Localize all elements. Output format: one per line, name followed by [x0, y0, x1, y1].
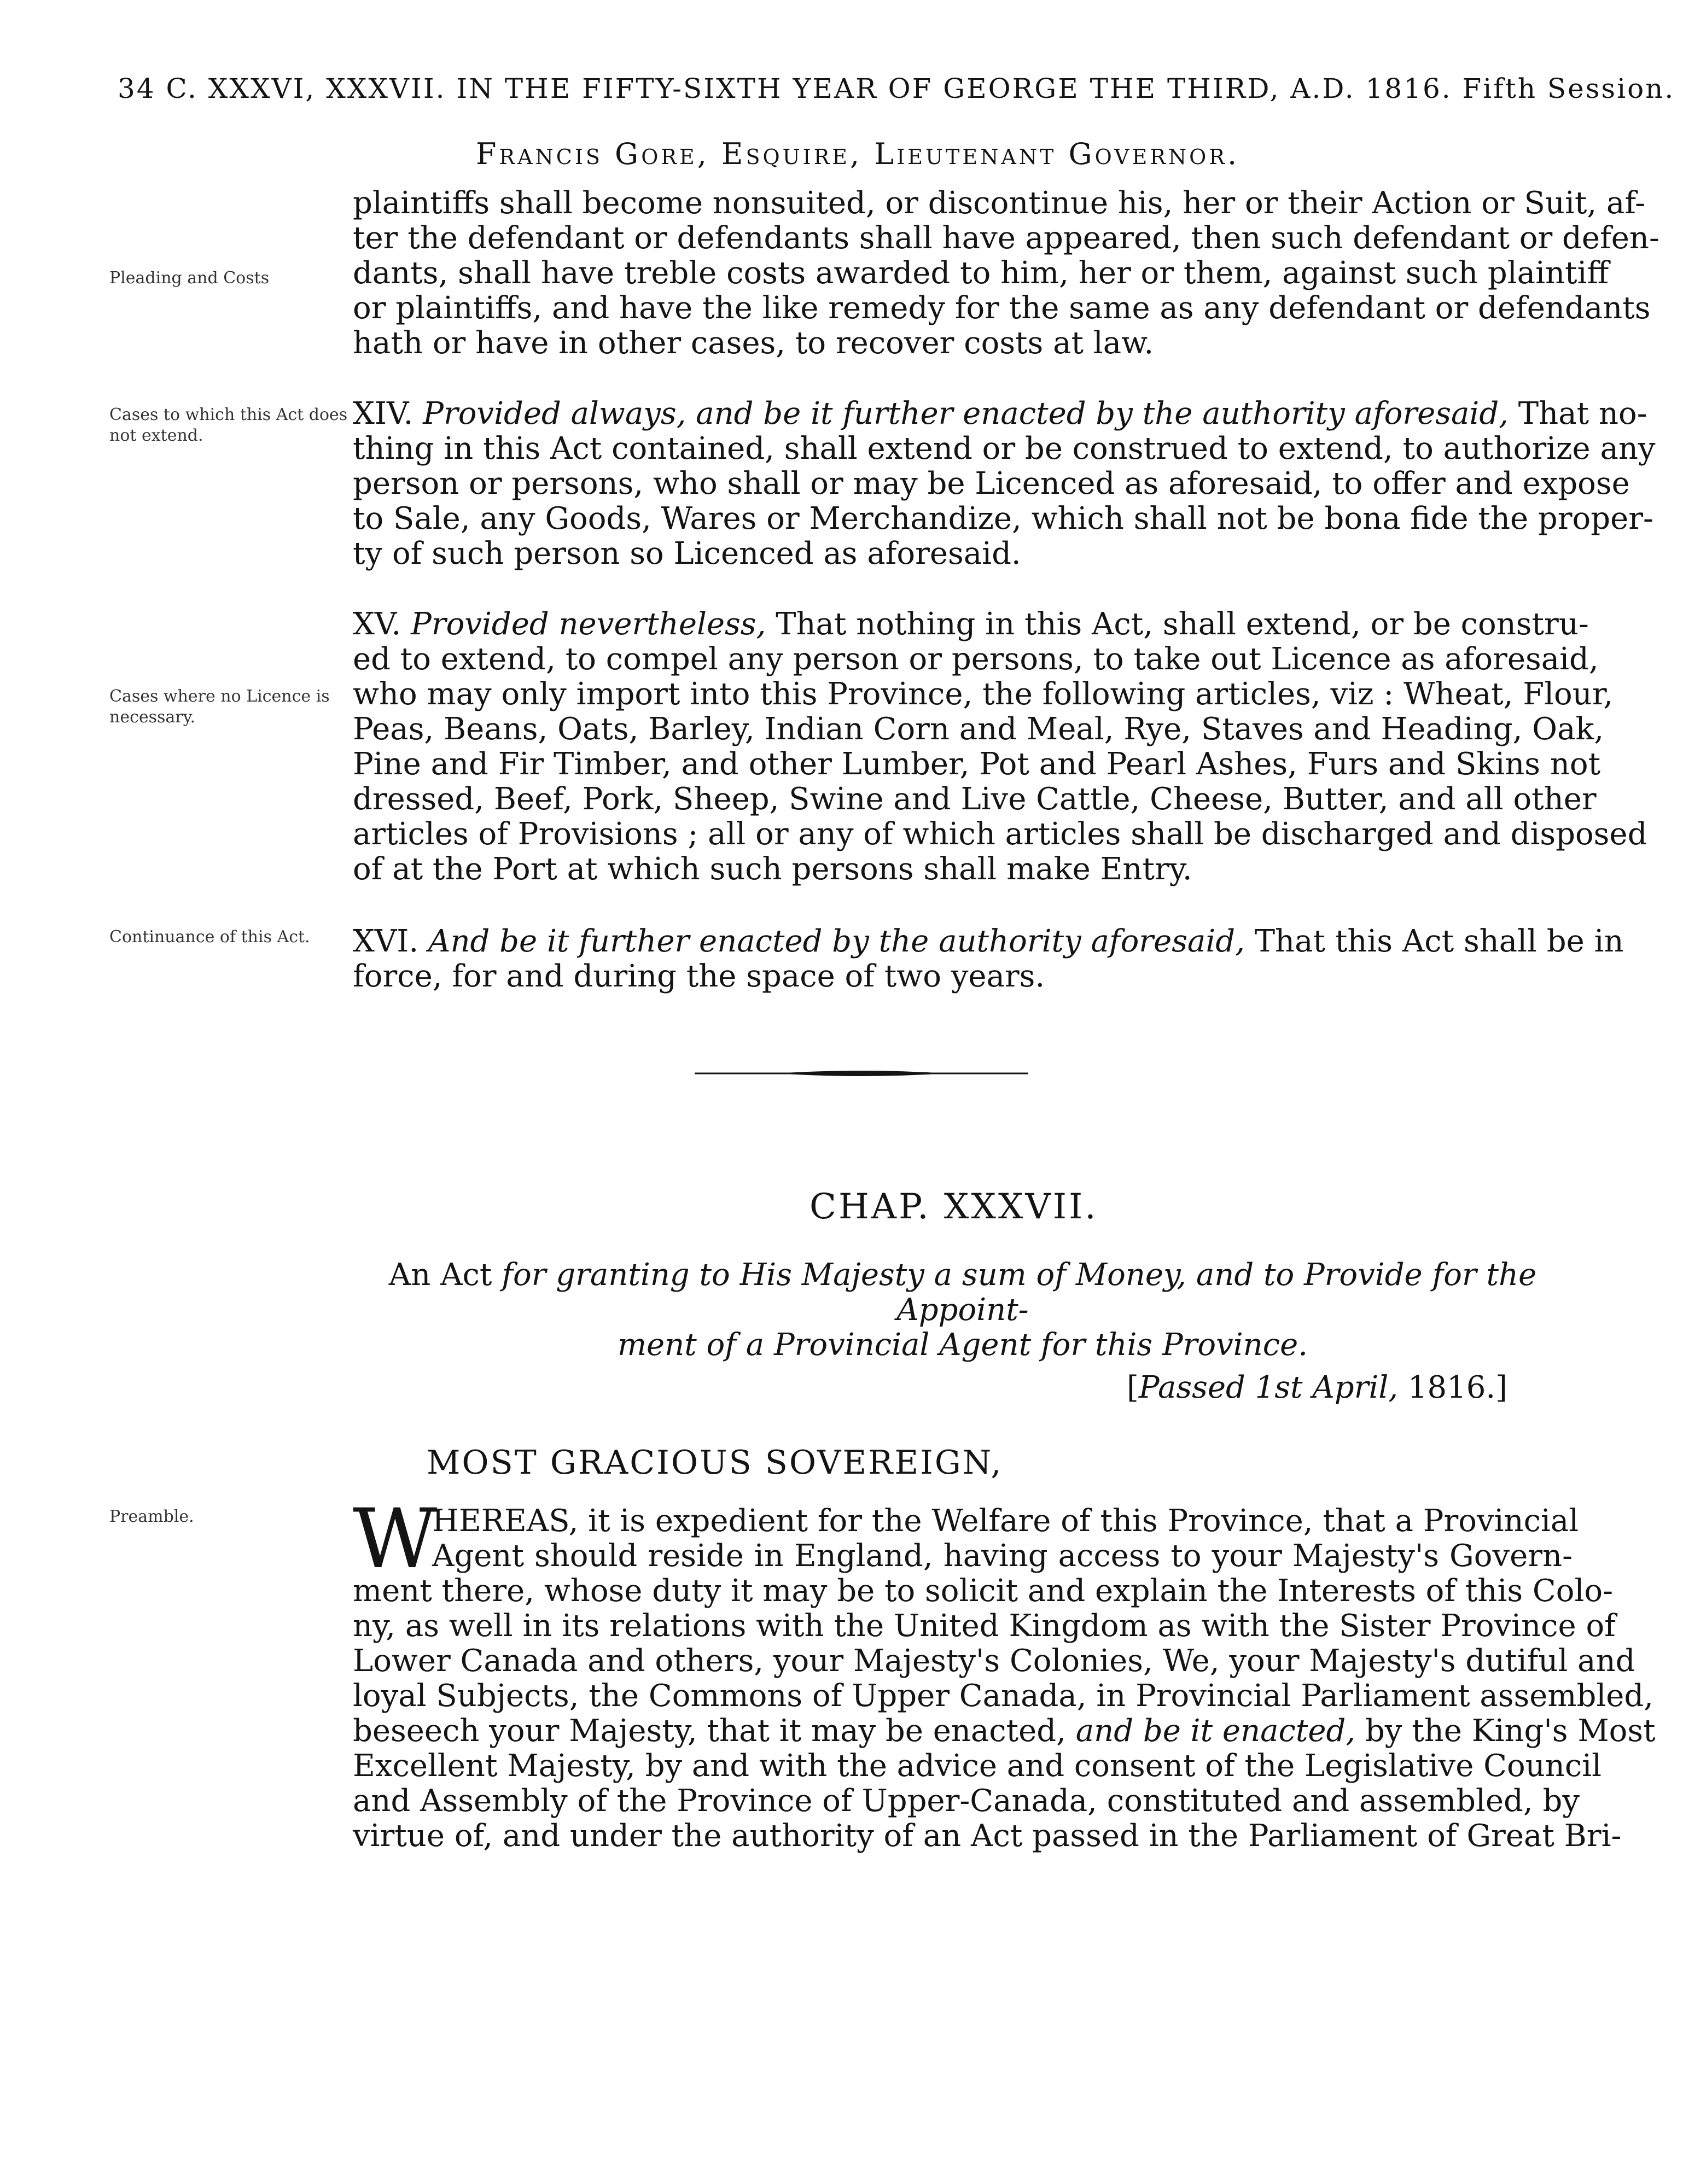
enacting-clause: and be it enacted, — [1075, 1713, 1356, 1749]
text-line: and Assembly of the Province of Upper-Canada, constituted and assembled, by — [353, 1783, 1580, 1819]
text-line: Lower Canada and others, your Majesty's Colonies, We, your Majesty's dutiful and — [353, 1643, 1635, 1679]
act-title — [353, 1258, 1573, 1363]
text-line: to Sale, any Goods, Wares or Merchandize, which shall not be bona fide the proper- — [353, 501, 1653, 536]
section-text: That no- — [1518, 396, 1647, 431]
text-line: person or persons, who shall or may be Licenced as aforesaid, to offer and expose — [353, 466, 1630, 501]
text-line: loyal Subjects, the Commons of Upper Canada, in Provincial Parliament assembled, — [353, 1678, 1654, 1714]
enacting-clause: Provided nevertheless, — [411, 606, 766, 642]
text-line: dressed, Beef, Pork, Sheep, Swine and Live Cattle, Cheese, Butter, and all other — [353, 781, 1597, 817]
section-xv — [353, 606, 1647, 887]
chapter-heading: CHAP. XXXVII. — [810, 1187, 1098, 1227]
bracket: [ — [1127, 1370, 1139, 1405]
text-line: who may only import into this Province, the following articles, viz : Wheat, Flour, — [353, 676, 1614, 712]
text-segment: by the King's Most — [1365, 1713, 1656, 1749]
text-line: ty of such person so Licenced as aforesaid. — [353, 536, 1021, 571]
text-line: ment there, whose duty it may be to solicit and explain the Interests of this Colo- — [353, 1573, 1614, 1609]
text-line: thing in this Act contained, shall extend or be construed to extend, to authorize any — [353, 431, 1656, 466]
text-line: Pine and Fir Timber, and other Lumber, Pot and Pearl Ashes, Furs and Skins not — [353, 746, 1601, 782]
text-line: Agent should reside in England, having access to your Majesty's Govern- — [432, 1538, 1573, 1574]
enacting-clause: Provided always, and be it further enacted by the authority aforesaid, — [423, 396, 1509, 431]
text-line: ter the defendant or defendants shall have appeared, then such defendant or defen- — [353, 220, 1659, 256]
text-line: or plaintiffs, and have the like remedy for the same as any defendant or defendants — [353, 290, 1651, 326]
section-number: XIV. — [353, 396, 414, 431]
section-xvi — [353, 924, 1624, 994]
governor-line: Francis Gore, Esquire, Lieutenant Governor. — [476, 137, 1240, 171]
text-line: plaintiffs shall become nonsuited, or discontinue his, her or their Action or Suit, af- — [353, 185, 1645, 221]
margin-note-pleading: Pleading and Costs — [109, 268, 270, 288]
section-number: XV. — [353, 606, 401, 642]
section-text: That nothing in this Act, shall extend, or be constru- — [776, 606, 1589, 642]
act-title-text: ment of a Provincial Agent for this Province. — [617, 1327, 1308, 1363]
text-line: HEREAS, it is expedient for the Welfare of this Province, that a Provincial — [432, 1503, 1579, 1539]
margin-note-cases-not-extend: Cases to which this Act does not extend. — [109, 405, 348, 445]
section-first-line — [353, 924, 1624, 959]
text-line: hath or have in other cases, to recover costs at law. — [353, 325, 1154, 361]
text-line — [353, 1713, 1656, 1749]
drop-cap: W — [353, 1492, 438, 1587]
section-text: That this Act shall be in — [1254, 924, 1624, 959]
text-line: articles of Provisions ; all or any of which articles shall be discharged and disposed — [353, 816, 1647, 852]
costs-paragraph — [353, 185, 1659, 361]
text-line: force, for and during the space of two years. — [353, 959, 1045, 994]
passed-label: Passed 1st April, — [1138, 1370, 1399, 1405]
act-title-text: for granting to His Majesty a sum of Money, and to Provide for the Appoint- — [502, 1257, 1537, 1328]
enacting-clause: And be it further enacted by the authority aforesaid, — [428, 924, 1245, 959]
preamble-opening — [432, 1503, 1579, 1574]
text-line: Peas, Beans, Oats, Barley, Indian Corn and Meal, Rye, Staves and Heading, Oak, — [353, 711, 1604, 747]
section-number: XVI. — [353, 924, 419, 959]
passed-year: 1816.] — [1407, 1370, 1508, 1405]
preamble-body — [353, 1573, 1656, 1854]
section-xiv — [353, 396, 1656, 571]
salutation: MOST GRACIOUS SOVEREIGN, — [427, 1444, 1003, 1482]
text-line: of at the Port at which such persons shall make Entry. — [353, 851, 1192, 887]
passed-date — [1127, 1370, 1564, 1405]
text-line: dants, shall have treble costs awarded to him, her or them, against such plaintiff — [353, 255, 1609, 291]
text-line: ny, as well in its relations with the United Kingdom as with the Sister Province of — [353, 1608, 1616, 1644]
text-line: virtue of, and under the authority of an Act passed in the Parliament of Great Bri- — [353, 1818, 1622, 1854]
margin-note-preamble: Preamble. — [109, 1507, 194, 1526]
text-line: ed to extend, to compel any person or persons, to take out Licence as aforesaid, — [353, 641, 1599, 677]
act-title-lead: An Act — [388, 1257, 492, 1293]
margin-note-no-licence: Cases where no Licence is necessary. — [109, 687, 330, 727]
decorative-rule — [695, 1069, 1028, 1078]
running-header: 34 C. XXXVI, XXXVII. IN THE FIFTY-SIXTH YEAR OF GEORGE THE THIRD, A.D. 1816. Fifth Session. — [118, 73, 1675, 104]
section-first-line — [353, 396, 1647, 431]
margin-note-continuance: Continuance of this Act. — [109, 927, 310, 947]
text-segment: beseech your Majesty, that it may be enacted, — [353, 1713, 1066, 1749]
section-first-line — [353, 606, 1589, 642]
text-line: Excellent Majesty, by and with the advice and consent of the Legislative Council — [353, 1748, 1602, 1784]
